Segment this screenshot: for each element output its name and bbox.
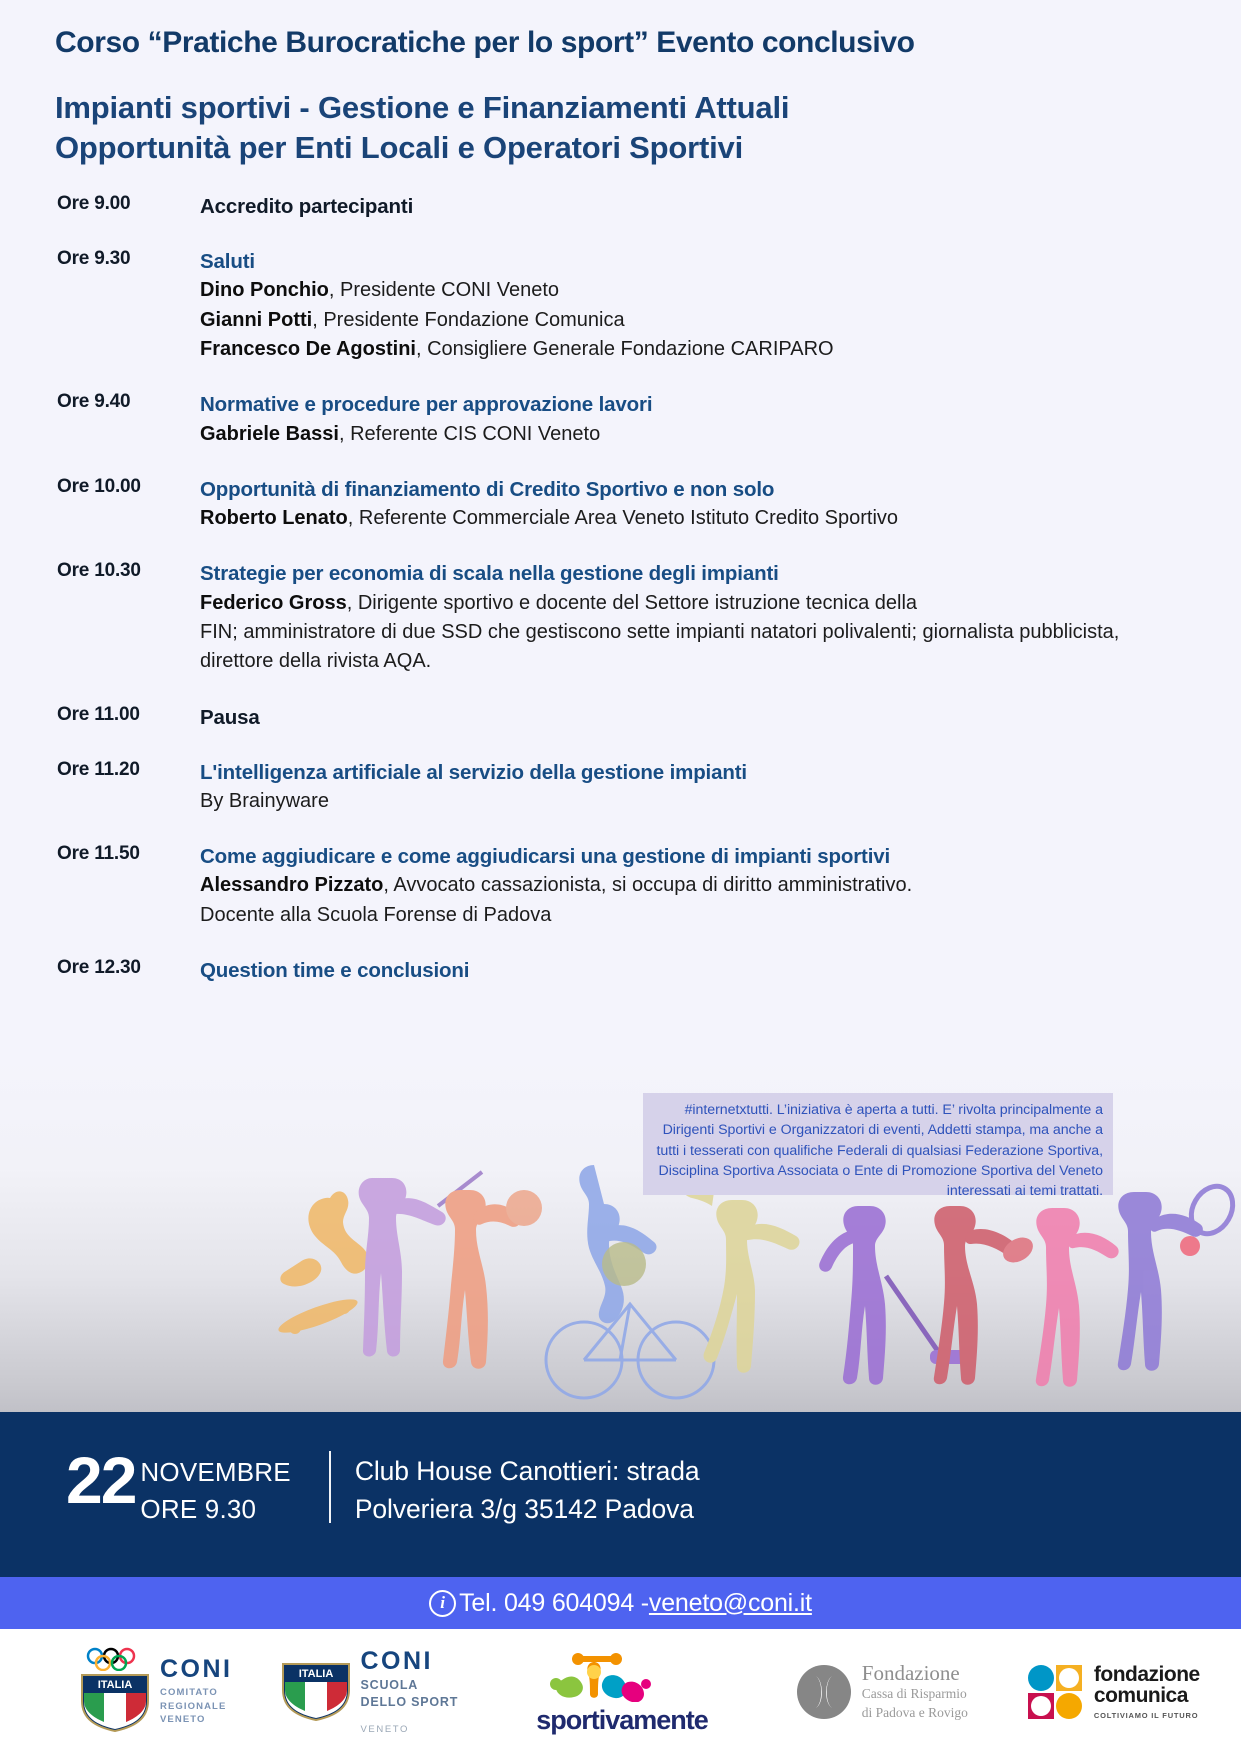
logo-coni-comitato-regionale-veneto	[80, 1647, 233, 1738]
page-title-line1: Impianti sportivi - Gestione e Finanziamenti Attuali	[55, 89, 790, 125]
agenda-body	[200, 703, 1157, 732]
agenda-time: Ore 9.30	[57, 248, 131, 270]
agenda-time: Ore 10.30	[57, 560, 141, 582]
agenda-speaker	[200, 589, 1157, 618]
agenda-row	[57, 956, 1157, 985]
logo-fondazione-cassa-di-risparmio	[796, 1662, 968, 1722]
agenda-speaker	[200, 276, 1157, 305]
comunica-squares-icon	[1026, 1663, 1084, 1721]
speaker-name: Federico Gross	[200, 591, 347, 614]
agenda-time: Ore 9.40	[57, 391, 131, 413]
agenda-description: By Brainyware	[200, 789, 329, 812]
speaker-role: , Presidente CONI Veneto	[328, 279, 560, 302]
agenda-speaker	[200, 871, 1157, 900]
agenda-session-title: L'intelligenza artificiale al servizio della gestione impianti	[200, 760, 747, 784]
agenda-row	[57, 390, 1157, 449]
agenda-time: Ore 11.20	[57, 758, 140, 780]
agenda-time: Ore 11.00	[57, 703, 140, 725]
coni-shield-with-rings	[80, 1647, 150, 1738]
agenda-body	[200, 559, 1157, 676]
speaker-role: , Dirigente sportivo e docente del Settore istruzione tecnica della	[346, 591, 918, 614]
page-title	[55, 88, 1175, 170]
venue-line-1: Club House Canottieri: strada	[354, 1456, 700, 1486]
agenda-session-title: Question time e conclusioni	[200, 959, 470, 983]
agenda-description: FIN; amministratore di due SSD che gestiscono sette impianti natatori polivalenti; giornalista pubblicista, direttore della rivista AQA.	[200, 620, 1120, 673]
agenda-row	[57, 247, 1157, 364]
agenda-body	[200, 247, 1157, 364]
agenda-session-title: Come aggiudicare e come aggiudicarsi una gestione di impianti sportivi	[200, 845, 891, 869]
agenda-speaker	[200, 306, 1157, 335]
agenda-body	[200, 475, 1157, 534]
agenda-body	[200, 842, 1157, 930]
coni-reg-sub2: REGIONALE	[160, 1700, 227, 1712]
agenda-row	[57, 703, 1157, 732]
cariparo-line1: Fondazione	[861, 1661, 960, 1686]
date-venue-band	[0, 1412, 1241, 1577]
speaker-role: , Consigliere Generale Fondazione CARIPARO	[415, 338, 834, 360]
coni-reg-sub3: VENETO	[160, 1714, 206, 1726]
agenda-body	[200, 758, 1157, 817]
cariparo-line2: Cassa di Risparmio	[861, 1686, 967, 1702]
speaker-name: Gianni Potti	[200, 308, 313, 331]
contact-strip	[0, 1577, 1241, 1629]
contact-phone: Tel. 049 604094 -	[459, 1588, 649, 1617]
agenda-time: Ore 9.00	[57, 193, 131, 214]
coni-reg-sub1: COMITATO	[160, 1687, 218, 1699]
speaker-role: , Presidente Fondazione Comunica	[312, 308, 625, 331]
agenda-session-title: Saluti	[200, 250, 255, 274]
comunica-line2: comunica	[1093, 1683, 1188, 1707]
speaker-role: , Avvocato cassazionista, si occupa di diritto amministrativo.	[383, 874, 913, 897]
agenda-row	[57, 475, 1157, 534]
logo-fondazione-comunica	[1026, 1663, 1200, 1721]
venue-line-2: Polveriera 3/g 35142 Padova	[354, 1494, 694, 1525]
info-icon: i	[429, 1590, 456, 1617]
agenda-row	[57, 559, 1157, 676]
comunica-tagline: COLTIVIAMO IL FUTURO	[1093, 1711, 1199, 1721]
logo-coni-scuola-dello-sport	[281, 1649, 459, 1735]
agenda-description: Docente alla Scuola Forense di Padova	[200, 903, 552, 926]
agenda-row	[57, 842, 1157, 930]
speaker-name: Francesco De Agostini	[200, 338, 416, 360]
comunica-line1: fondazione	[1093, 1662, 1200, 1686]
speaker-name: Roberto Lenato	[200, 507, 348, 529]
contact-email-link[interactable]: veneto@coni.it	[648, 1588, 812, 1617]
logo-sportivamente	[536, 1650, 708, 1734]
olympic-rings-icon	[85, 1647, 145, 1671]
agenda-time: Ore 10.00	[57, 475, 141, 497]
speaker-name: Gabriele Bassi	[200, 422, 339, 445]
coni-scuola-veneto-tag: VENETO	[360, 1723, 409, 1735]
sportivamente-wordmark: sportivamente	[536, 1705, 708, 1735]
agenda-body	[200, 390, 1157, 449]
coni-wordmark: CONI	[160, 1655, 233, 1684]
coni-scuola-sub1: SCUOLA	[360, 1678, 419, 1693]
course-kicker: Corso “Pratiche Burocratiche per lo sport” Evento conclusivo	[55, 26, 915, 59]
agenda-body	[200, 956, 1157, 985]
audience-note-box	[643, 1093, 1113, 1200]
agenda-session-title: Normative e procedure per approvazione lavori	[200, 393, 653, 417]
sportivamente-figures-icon	[536, 1650, 654, 1702]
agenda-list	[57, 192, 1157, 1011]
svg-text:ITALIA: ITALIA	[298, 1668, 333, 1680]
agenda-time: Ore 11.50	[57, 843, 140, 865]
speaker-role: , Referente Commerciale Area Veneto Istituto Credito Sportivo	[347, 507, 899, 529]
agenda-session-title: Opportunità di finanziamento di Credito Sportivo e non solo	[200, 477, 775, 501]
coni-scuola-sub2: DELLO SPORT	[360, 1694, 459, 1709]
vertical-divider	[329, 1451, 331, 1523]
agenda-body	[200, 192, 1157, 221]
audience-note-text: #internetxtutti. L’iniziativa è aperta a tutti. E’ rivolta principalmente a Dirigenti Sportivi e Organizzatori di eventi, Addetti stampa, ma anche a tutti i tesserati con qualifiche Federali di qualsiasi Federazione Sportiva, Disciplina Sportiva Associata o Ente di Promozione Sportiva del Veneto interessati ai temi trattati.	[656, 1102, 1103, 1200]
svg-text:ITALIA: ITALIA	[97, 1678, 133, 1691]
poster-header	[55, 24, 1175, 169]
agenda-speaker	[200, 335, 1157, 364]
speaker-role: , Referente CIS CONI Veneto	[338, 422, 601, 445]
event-day-number: 22	[66, 1443, 136, 1517]
cariparo-mark-icon	[796, 1664, 852, 1720]
agenda-session-title: Pausa	[200, 705, 260, 729]
agenda-session-title: Accredito partecipanti	[200, 195, 414, 218]
agenda-row	[57, 192, 1157, 221]
event-start-time: ORE 9.30	[140, 1493, 257, 1524]
sponsor-logo-bar	[0, 1629, 1241, 1755]
agenda-session-title: Strategie per economia di scala nella gestione degli impianti	[200, 562, 779, 586]
cariparo-line3: di Padova e Rovigo	[861, 1705, 968, 1721]
page-title-line2: Opportunità per Enti Locali e Operatori Sportivi	[55, 130, 743, 166]
agenda-row	[57, 758, 1157, 817]
agenda-time: Ore 12.30	[57, 957, 141, 979]
agenda-speaker	[200, 420, 1157, 449]
agenda-speaker	[200, 504, 1157, 533]
event-month: NOVEMBRE	[140, 1457, 291, 1487]
speaker-name: Dino Ponchio	[200, 279, 329, 302]
italia-shield-icon	[80, 1673, 150, 1733]
speaker-name: Alessandro Pizzato	[200, 874, 384, 897]
coni-wordmark: CONI	[360, 1647, 433, 1676]
italia-shield-icon	[281, 1662, 351, 1722]
